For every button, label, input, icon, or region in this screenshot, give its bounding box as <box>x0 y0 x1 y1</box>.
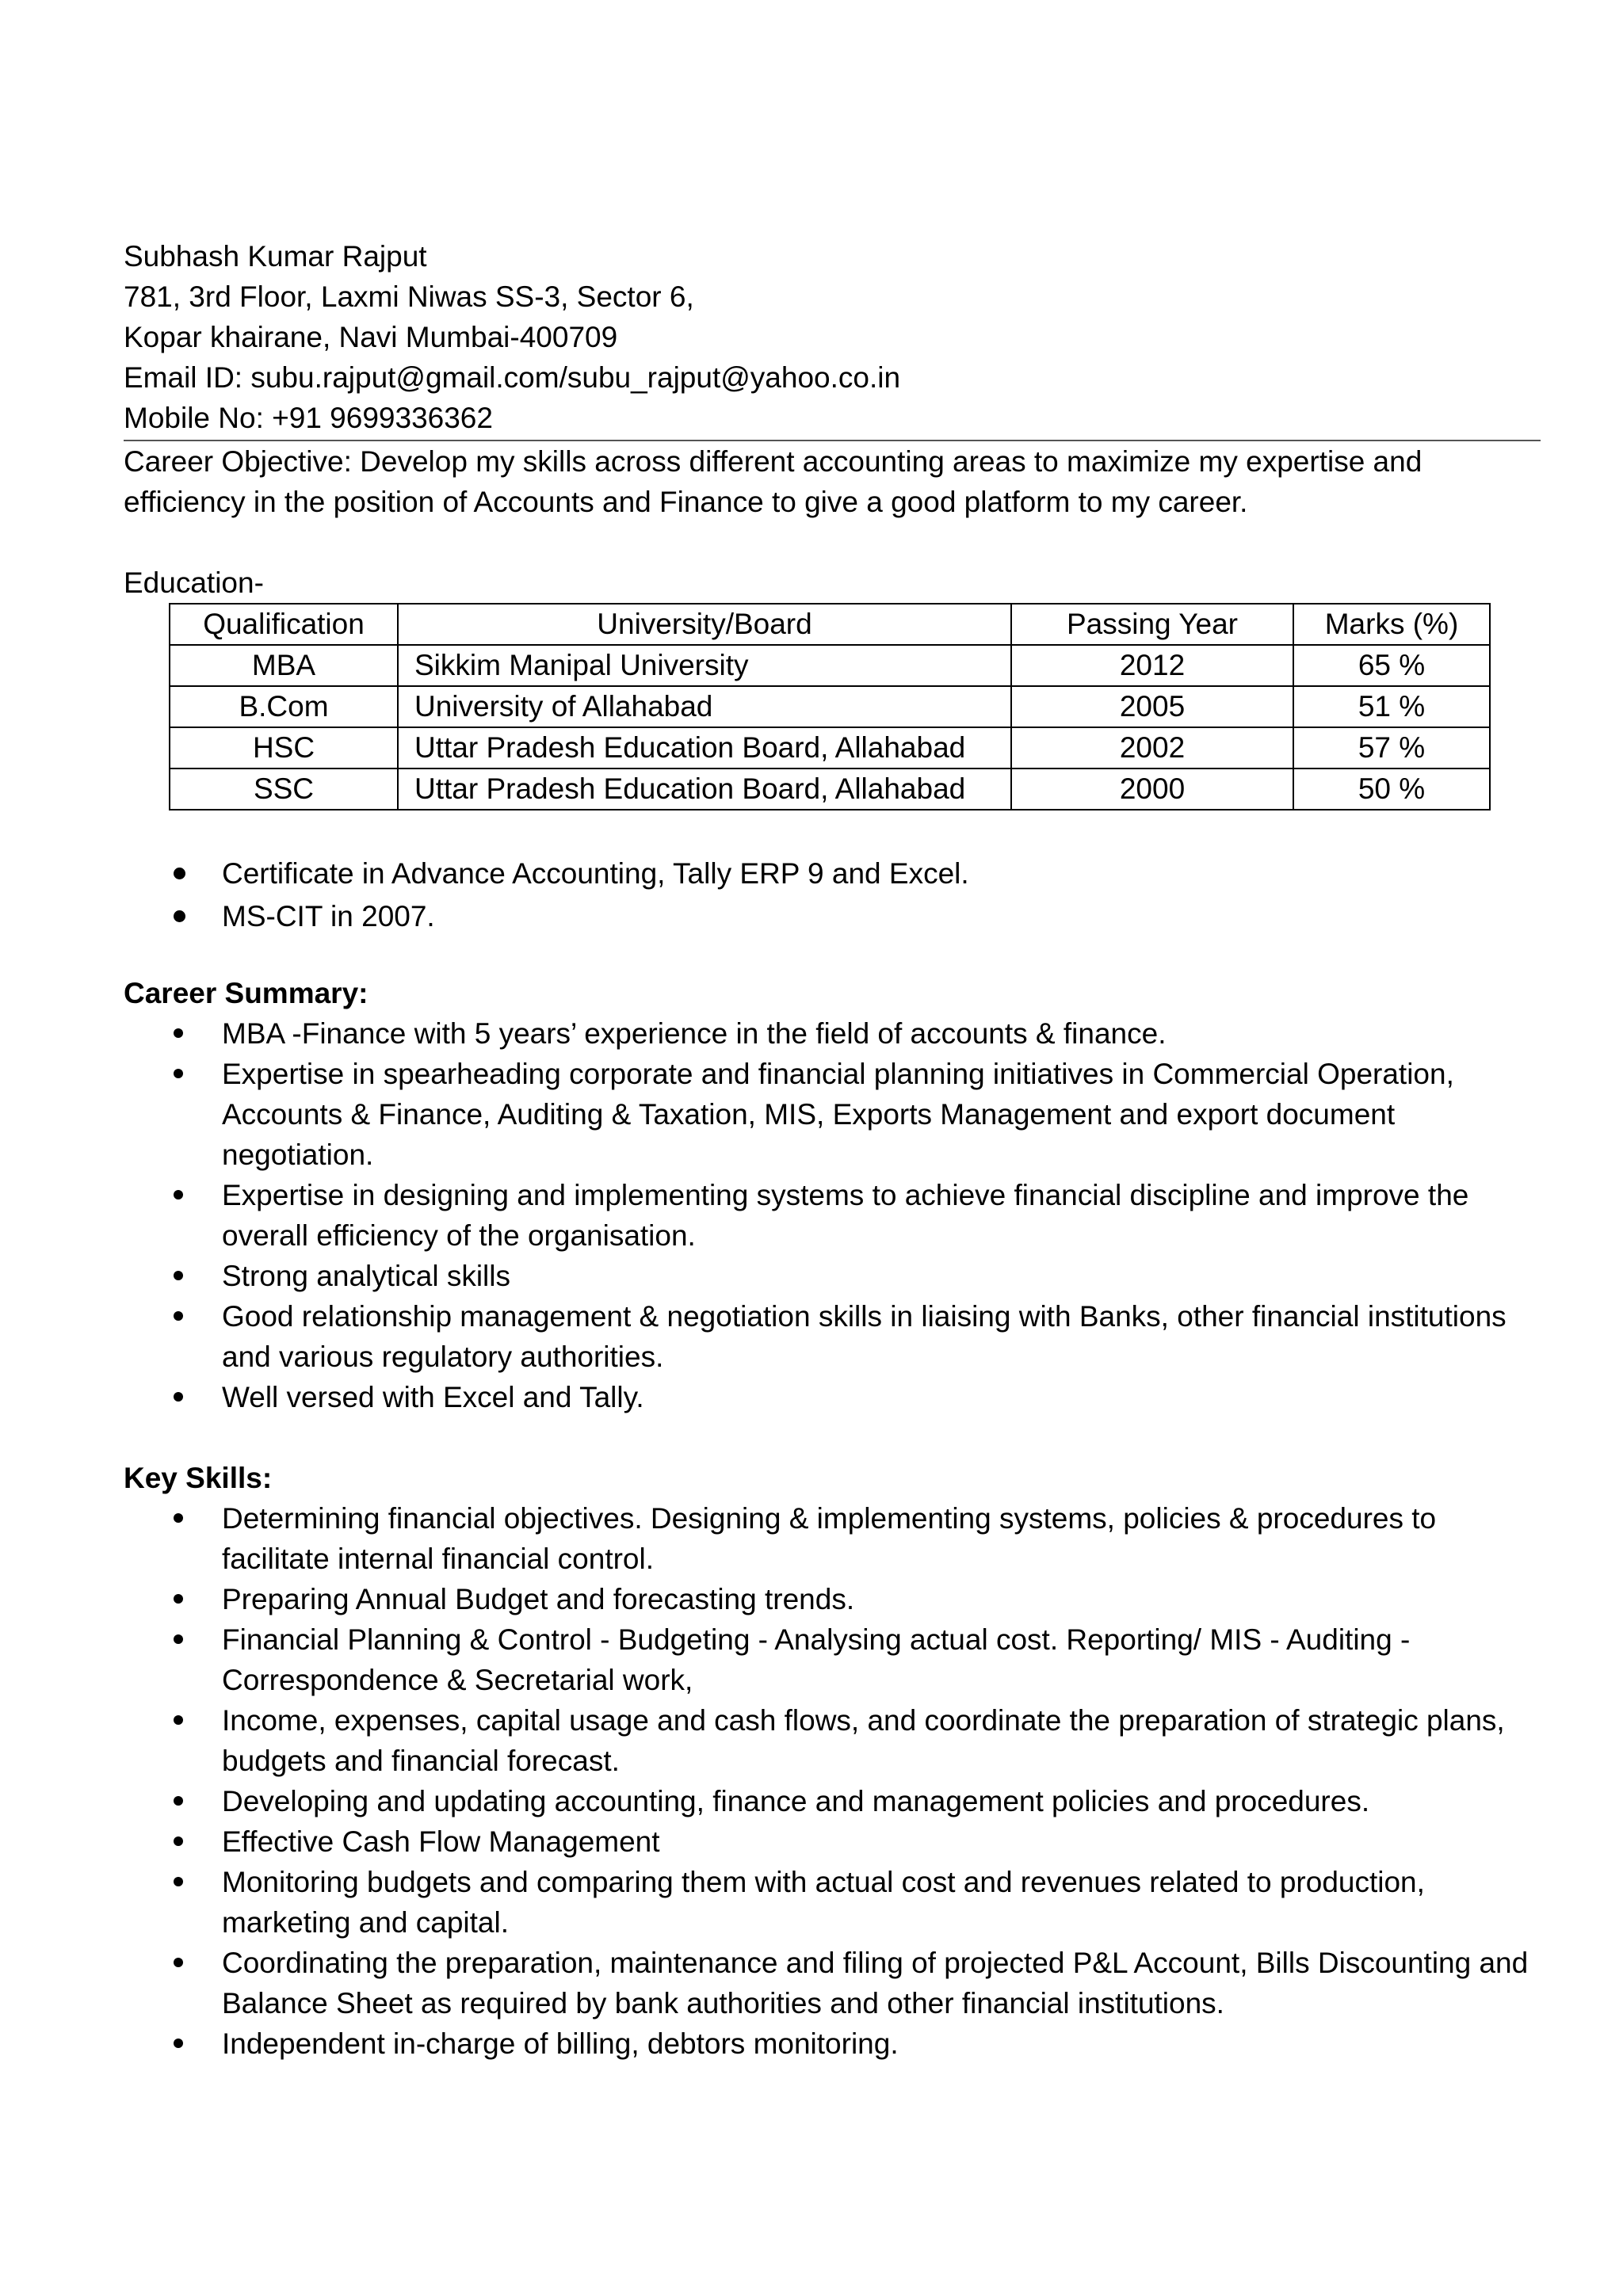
list-item: Expertise in spearheading corporate and financial planning initiatives in Commercial Operation, Accounts & Finance, Auditing & Taxation, MIS, Exports Management and export document negotiation. <box>124 1054 1541 1175</box>
marks-cell: 50 % <box>1293 769 1490 810</box>
passing-year-cell: 2012 <box>1011 645 1293 686</box>
qualification-cell: B.Com <box>170 686 398 727</box>
university-cell: Uttar Pradesh Education Board, Allahabad <box>398 727 1011 769</box>
list-item: Effective Cash Flow Management <box>124 1821 1541 1862</box>
list-item: Expertise in designing and implementing systems to achieve financial discipline and improve the overall efficiency of the organisation. <box>124 1175 1541 1256</box>
table-row <box>170 727 1490 769</box>
education-table <box>169 603 1491 810</box>
list-item: Developing and updating accounting, finance and management policies and procedures. <box>124 1781 1541 1821</box>
table-row <box>170 645 1490 686</box>
passing-year-cell: 2005 <box>1011 686 1293 727</box>
address-line-1: 781, 3rd Floor, Laxmi Niwas SS-3, Sector 6, <box>124 280 694 313</box>
list-item: MS-CIT in 2007. <box>124 895 1541 938</box>
qualification-cell: SSC <box>170 769 398 810</box>
list-item: Coordinating the preparation, maintenance and filing of projected P&L Account, Bills Discounting and Balance Sheet as required by bank authorities and other financial institutions. <box>124 1943 1541 2023</box>
key-skills-heading: Key Skills: <box>124 1462 273 1494</box>
list-item: Independent in-charge of billing, debtors monitoring. <box>124 2023 1541 2064</box>
column-header: Marks (%) <box>1293 604 1490 645</box>
list-item: Strong analytical skills <box>124 1256 1541 1296</box>
list-item: Monitoring budgets and comparing them with actual cost and revenues related to production, marketing and capital. <box>124 1862 1541 1943</box>
marks-cell: 51 % <box>1293 686 1490 727</box>
resume-page <box>124 236 1541 2064</box>
career-summary-list <box>124 1013 1541 1417</box>
list-item: Well versed with Excel and Tally. <box>124 1377 1541 1417</box>
key-skills-list <box>124 1498 1541 2064</box>
career-summary-heading: Career Summary: <box>124 977 369 1009</box>
column-header: Qualification <box>170 604 398 645</box>
mobile-line: Mobile No: +91 9699336362 <box>124 402 493 434</box>
column-header: Passing Year <box>1011 604 1293 645</box>
list-item: Determining financial objectives. Designing & implementing systems, policies & procedures to facilitate internal financial control. <box>124 1498 1541 1579</box>
list-item: Preparing Annual Budget and forecasting trends. <box>124 1579 1541 1619</box>
marks-cell: 57 % <box>1293 727 1490 769</box>
email-line: Email ID: subu.rajput@gmail.com/subu_rajput@yahoo.co.in <box>124 361 901 394</box>
qualification-cell: HSC <box>170 727 398 769</box>
passing-year-cell: 2002 <box>1011 727 1293 769</box>
list-item: Good relationship management & negotiation skills in liaising with Banks, other financial institutions and various regulatory authorities. <box>124 1296 1541 1377</box>
column-header: University/Board <box>398 604 1011 645</box>
list-item: MBA -Finance with 5 years’ experience in the field of accounts & finance. <box>124 1013 1541 1054</box>
university-cell: University of Allahabad <box>398 686 1011 727</box>
education-header-row <box>170 604 1490 645</box>
university-cell: Uttar Pradesh Education Board, Allahabad <box>398 769 1011 810</box>
university-cell: Sikkim Manipal University <box>398 645 1011 686</box>
contact-block <box>124 236 1541 438</box>
list-item: Income, expenses, capital usage and cash flows, and coordinate the preparation of strategic plans, budgets and financial forecast. <box>124 1700 1541 1781</box>
candidate-name: Subhash Kumar Rajput <box>124 240 427 273</box>
marks-cell: 65 % <box>1293 645 1490 686</box>
education-heading: Education- <box>124 566 264 599</box>
list-item: Financial Planning & Control - Budgeting - Analysing actual cost. Reporting/ MIS - Auditing - Correspondence & Secretarial work, <box>124 1619 1541 1700</box>
list-item: Certificate in Advance Accounting, Tally ERP 9 and Excel. <box>124 852 1541 895</box>
passing-year-cell: 2000 <box>1011 769 1293 810</box>
address-line-2: Kopar khairane, Navi Mumbai-400709 <box>124 321 618 353</box>
table-row <box>170 769 1490 810</box>
table-row <box>170 686 1490 727</box>
qualification-cell: MBA <box>170 645 398 686</box>
certificates-list <box>124 852 1541 938</box>
career-objective: Career Objective: Develop my skills across different accounting areas to maximize my expertise and efficiency in the position of Accounts and Finance to give a good platform to my career. <box>124 445 1423 518</box>
